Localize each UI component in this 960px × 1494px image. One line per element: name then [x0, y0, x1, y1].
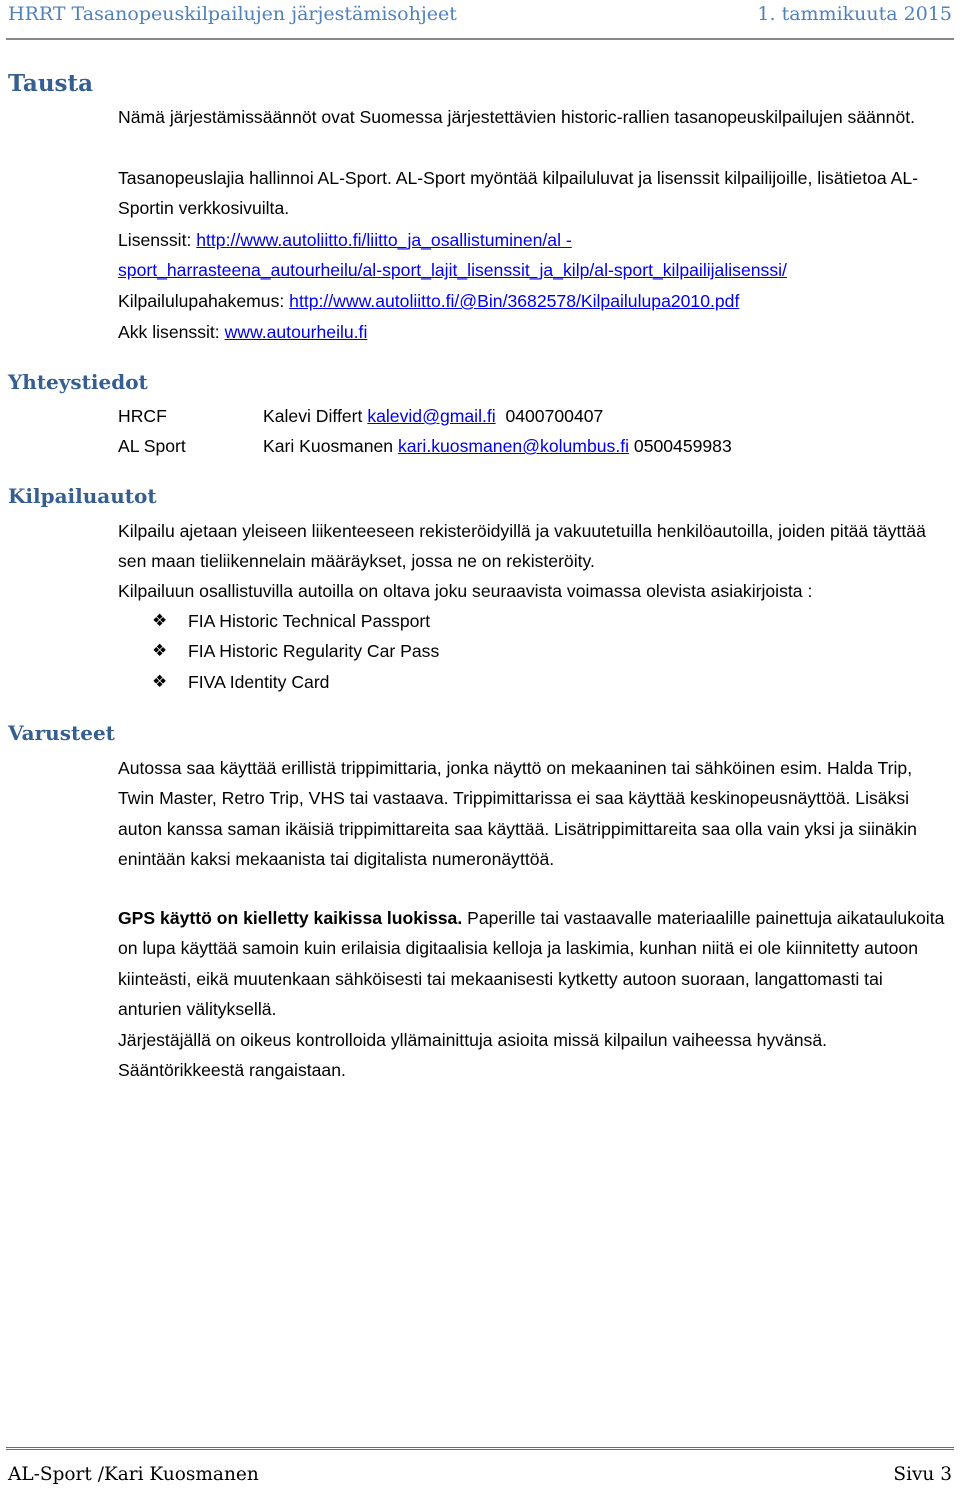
contact-phone: 0500459983: [633, 436, 732, 456]
contact-email-link[interactable]: kari.kuosmanen@kolumbus.fi: [397, 436, 630, 456]
list-item: ❖ FIA Historic Regularity Car Pass: [152, 636, 439, 666]
permit-link[interactable]: http://www.autoliitto.fi/@Bin/3682578/Kilpailulupa2010.pdf: [289, 291, 740, 311]
diamond-bullet-icon: ❖: [152, 641, 168, 661]
section-heading-varusteet: Varusteet: [8, 721, 115, 745]
document-list: [152, 606, 439, 697]
contact-name: Kari Kuosmanen: [263, 436, 398, 456]
akk-link[interactable]: www.autourheilu.fi: [224, 322, 368, 342]
gps-rule-text: Paperille tai vastaavalle materiaalille painettuja aikataulukoita on lupa käyttää samoin kuin erilaisia digitaalisia kelloja ja laskimia, kunhan niitä ei ole kiinnitetty autoon kiinteästi, eikä muutenkaan sähköisesti tai mekaanisesti kytketty autoon suoraan, langattomasti tai anturien välityksellä.: [118, 908, 945, 1020]
licenses-label: Lisenssit:: [118, 230, 197, 250]
licenses-link-continued[interactable]: sport_harrasteena_autourheilu/al-sport_lajit_lisenssit_ja_kilp/al-sport_kilpailijalisenssi/: [118, 260, 787, 281]
document-title: HRRT Tasanopeuskilpailujen järjestämisohjeet: [8, 3, 457, 25]
list-item: ❖ FIVA Identity Card: [152, 667, 439, 697]
page-number: Sivu 3: [893, 1464, 952, 1485]
section-heading-kilpailuautot: Kilpailuautot: [8, 484, 157, 508]
tausta-paragraph-1: Nämä järjestämissäännöt ovat Suomessa järjestettävien historic-rallien tasanopeuskilpailujen säännöt.: [118, 107, 916, 127]
varusteet-paragraph-3: Järjestäjällä on oikeus kontrolloida yllämainittuja asioita missä kilpailun vaiheessa hyvänsä. Sääntörikkeestä rangaistaan.: [118, 1030, 828, 1081]
akk-line: [118, 317, 948, 347]
page-footer: [6, 1447, 954, 1494]
gps-rule-bold: GPS käyttö on kielletty kaikissa luokissa.: [118, 908, 463, 928]
section-heading-yhteystiedot: Yhteystiedot: [8, 370, 148, 394]
akk-label: Akk lisenssit:: [118, 322, 225, 342]
contact-name: Kalevi Differt: [263, 406, 368, 426]
page-header: [6, 0, 954, 40]
document-date: 1. tammikuuta 2015: [757, 3, 952, 25]
section-heading-tausta: Tausta: [8, 70, 94, 97]
tausta-paragraph-2: Tasanopeuslajia hallinnoi AL-Sport. AL-Sport myöntää kilpailuluvat ja lisenssit kilpailijoille, lisätietoa AL-Sportin verkkosivuilta.: [118, 168, 918, 219]
contact-phone: 0400700407: [505, 406, 604, 426]
footer-author: AL-Sport /Kari Kuosmanen: [8, 1464, 259, 1485]
varusteet-paragraph-1: Autossa saa käyttää erillistä trippimittaria, jonka näyttö on mekaaninen tai sähköinen esim. Halda Trip, Twin Master, Retro Trip, VHS tai vastaava. Trippimittarissa ei saa käyttää keskinopeusnäyttöä. Lisäksi auton kanssa saman ikäisiä trippimittareita saa käyttää. Lisätrippimittareita saa olla vain yksi ja siinäkin enintään kaksi mekaanista tai digitalista numeronäyttöä.: [118, 758, 917, 870]
contact-org: HRCF: [118, 406, 167, 426]
diamond-bullet-icon: ❖: [152, 671, 168, 691]
licenses-link[interactable]: http://www.autoliitto.fi/liitto_ja_osallistuminen/al -: [196, 230, 572, 250]
contact-org: AL Sport: [118, 436, 186, 456]
list-item: ❖ FIA Historic Technical Passport: [152, 606, 439, 636]
contact-email-link[interactable]: kalevid@gmail.fi: [367, 406, 496, 426]
permit-line: [118, 286, 948, 316]
kilpailuautot-paragraph-2: Kilpailuun osallistuvilla autoilla on oltava joku seuraavista voimassa olevista asiakirjoista :: [118, 581, 813, 601]
kilpailuautot-paragraph-1: Kilpailu ajetaan yleiseen liikenteeseen rekisteröidyillä ja vakuutetuilla henkilöautoilla, joiden pitää täyttää sen maan tieliikennelain määräykset, jossa ne on rekisteröity.: [118, 521, 926, 572]
varusteet-paragraph-2: [118, 903, 948, 1025]
licenses-line: [118, 225, 948, 286]
diamond-bullet-icon: ❖: [152, 611, 168, 630]
permit-label: Kilpailulupahakemus:: [118, 291, 290, 311]
